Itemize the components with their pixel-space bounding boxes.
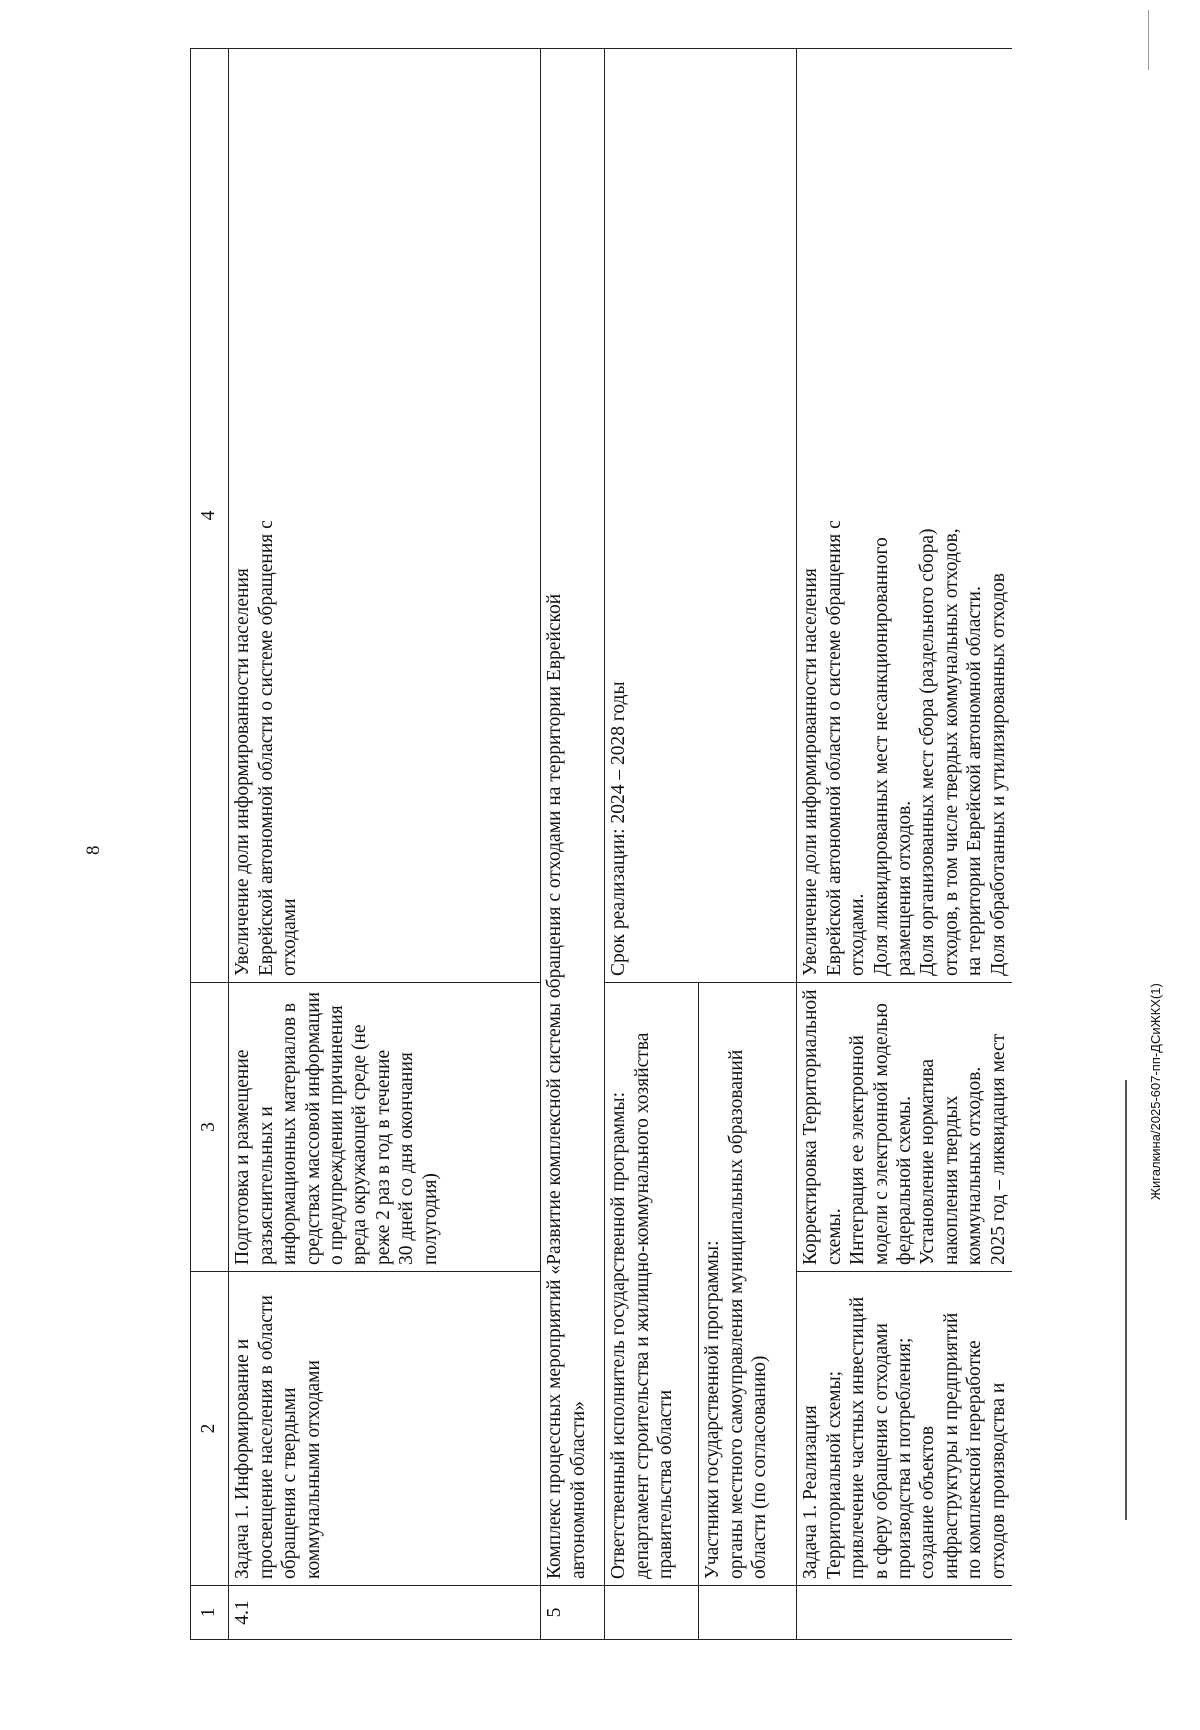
text-line: Доля организованных мест сбора (раздельного сбора) <box>917 528 939 976</box>
text-line: Доля ликвидированных мест несанкционированного <box>870 537 892 976</box>
text-line: в сферу обращения с отходами <box>870 1323 892 1579</box>
text-line: федеральной схемы. <box>893 1096 915 1265</box>
text-line: производства и потребления; <box>893 1337 915 1579</box>
text-line: Территориальной схемы; <box>823 1370 845 1579</box>
participants-cell <box>699 983 797 1586</box>
results-cell <box>797 49 1012 983</box>
text-line: привлечение частных инвестиций <box>847 1296 869 1579</box>
text-line: отходов, в том числе твердых коммунальных отходов, <box>940 528 962 976</box>
row-number: 4.1 <box>229 1586 541 1640</box>
text-line: 30 дней со дня окончания <box>396 1052 418 1265</box>
footer-divider <box>1125 1080 1127 1520</box>
text-line: Еврейской автономной области о системе обращения с <box>255 520 277 976</box>
header-col-4: 4 <box>191 49 229 983</box>
text-line: отходами <box>279 898 301 976</box>
text-line: Увеличение доли информированности населения <box>800 568 822 976</box>
empty-cell <box>699 1586 797 1640</box>
program-table <box>190 48 1012 1640</box>
responsible-cell <box>605 983 699 1586</box>
task-cell <box>229 1272 541 1586</box>
text-line: средствах массовой информации <box>302 991 324 1265</box>
text-line: Корректировка Территориальной <box>800 989 822 1265</box>
results-cell <box>229 49 541 983</box>
text-line: на территории Еврейской автономной области. <box>964 586 986 976</box>
text-line: Подготовка и размещение <box>232 1049 254 1265</box>
text-line: модели с электронной моделью <box>870 1003 892 1265</box>
header-col-1: 1 <box>191 1586 229 1640</box>
text-line: коммунальными отходами <box>302 1360 324 1579</box>
row-number: 5 <box>541 1586 605 1640</box>
header-col-3: 3 <box>191 983 229 1272</box>
text-line: коммунальных отходов. <box>964 1066 986 1265</box>
table-row-task-1 <box>797 49 1012 1640</box>
text-line: инфраструктуры и предприятий <box>940 1312 962 1579</box>
table-row-4-1 <box>229 49 541 1640</box>
text-line: информационных материалов в <box>279 1002 301 1265</box>
term-cell <box>605 49 797 983</box>
text-line: по комплексной переработке <box>964 1340 986 1579</box>
text-line: размещения отходов. <box>893 800 915 976</box>
text-line: Задача 1. Реализация <box>800 1405 822 1579</box>
text-line: Ответственный исполнитель государственной программы: <box>608 1091 630 1579</box>
complex-title-cell <box>541 49 605 1586</box>
rotated-table-wrapper <box>190 85 1070 1640</box>
text-line: реже 2 раз в год в течение <box>372 1049 394 1265</box>
text-line: Установление норматива <box>917 1058 939 1265</box>
text-line: вреда окружающей среде (не <box>349 1024 371 1265</box>
term-text: Срок реализации: 2024 – 2028 годы <box>608 681 630 976</box>
text-line: полугодия) <box>419 1173 441 1265</box>
text-line: Задача 1. Информирование и <box>232 1338 254 1579</box>
text-line: департамент строительства и жилищно-коммунального хозяйства <box>631 1032 653 1579</box>
text-line: отходами. <box>847 893 869 976</box>
text-line: автономной области» <box>567 1401 589 1579</box>
text-line: органы местного самоуправления муниципальных образований <box>725 1049 747 1579</box>
text-line: отходов производства и <box>987 1382 1009 1579</box>
page-number: 8 <box>83 845 104 855</box>
text-line: разъяснительных и <box>255 1106 277 1265</box>
text-line: схемы. <box>823 1208 845 1265</box>
text-line: области (по согласованию) <box>749 1355 771 1579</box>
text-line: 2025 год – ликвидация мест <box>987 1033 1009 1265</box>
text-line: Комплекс процессных мероприятий «Развитие комплексной системы обращения с отходами на территории Еврейской <box>544 593 566 1579</box>
text-line: правительства области <box>655 1389 677 1579</box>
table-row-5 <box>541 49 605 1640</box>
text-line: Доля обработанных и утилизированных отходов <box>987 573 1009 976</box>
text-line: Участники государственной программы: <box>702 1240 724 1579</box>
task-cell <box>797 1272 1012 1586</box>
measures-cell <box>797 983 1012 1272</box>
text-line: Еврейской автономной области о системе обращения с <box>823 520 845 976</box>
measures-cell <box>229 983 541 1272</box>
text-line: Интеграция ее электронной <box>847 1035 869 1265</box>
text-line: накопления твердых <box>940 1095 962 1265</box>
text-line: создание объектов <box>917 1425 939 1579</box>
document-footer-code: Жигалкина/2025-607-пп-ДСиЖКХ(1) <box>1148 983 1163 1200</box>
scan-edge-line <box>1148 10 1149 70</box>
header-col-2: 2 <box>191 1272 229 1586</box>
text-line: обращения с твердыми <box>279 1387 301 1579</box>
text-line: Увеличение доли информированности населения <box>232 568 254 976</box>
empty-cell <box>797 1586 1012 1640</box>
text-line: о предупреждении причинения <box>325 1005 347 1265</box>
table-row-responsible <box>605 49 699 1640</box>
table-header-row <box>191 49 229 1640</box>
empty-cell <box>605 1586 699 1640</box>
text-line: просвещение населения в области <box>255 1295 277 1579</box>
